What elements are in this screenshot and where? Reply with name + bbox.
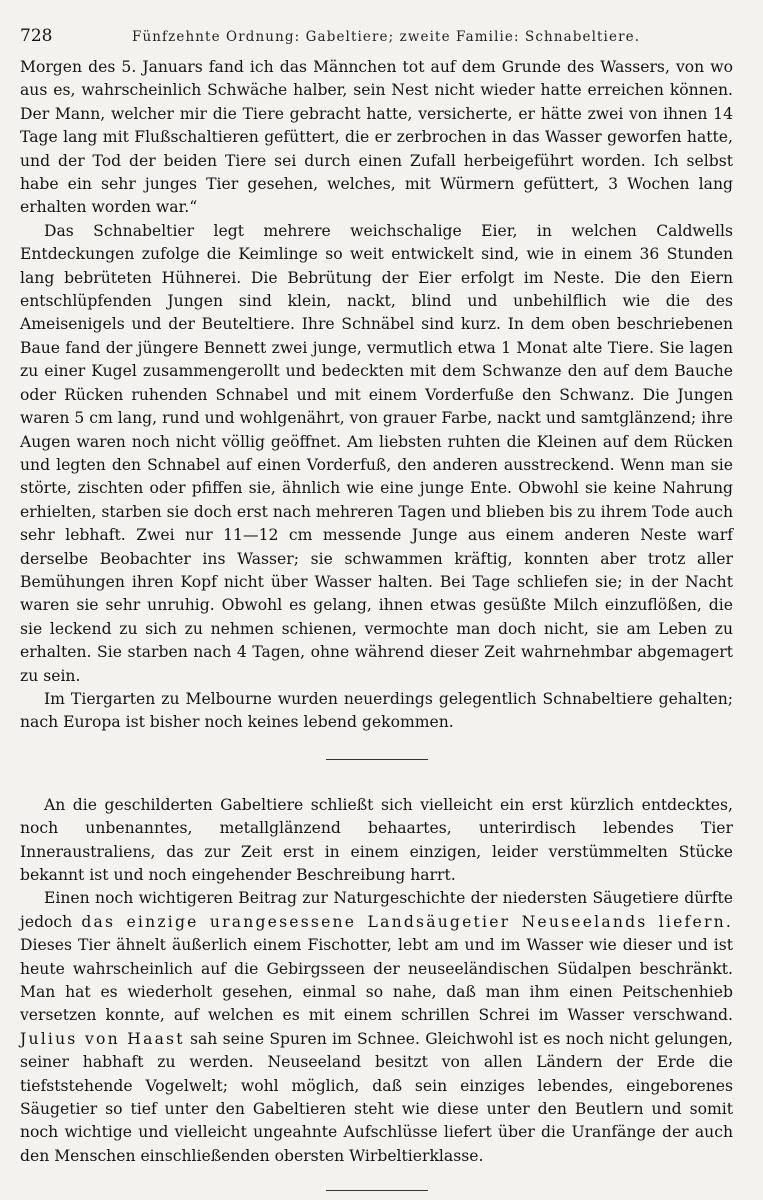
running-head xyxy=(20,26,733,56)
text-segment: Dieses Tier ähnelt äußerlich einem Fischotter, lebt am und im Wasser wie dieser und ist heute wahrscheinlich auf die Gebirgsseen der neuseeländischen Südalpen beschränkt. Man hat es wiederholt gesehen, einmal so nahe, daß man ihm einen Peitschenhieb versetzen konnte, auf welchen es mit einem schrillen Schrei im Wasser verschwand. xyxy=(20,936,733,1025)
emphasized-name: Julius von Haast xyxy=(20,1029,185,1048)
section-divider xyxy=(326,759,428,760)
paragraph-new-zealand xyxy=(20,887,733,1168)
paragraph-melbourne: Im Tiergarten zu Melbourne wurden neuerdings gelegentlich Schnabeltiere gehalten; nach Europa ist bisher noch keines lebend gekommen. xyxy=(20,689,733,732)
paragraph-eggs-and-young: Das Schnabeltier legt mehrere weichschalige Eier, in welchen Caldwells Entdeckungen zufolge die Keimlinge so weit entwickelt sind, wie in einem 36 Stunden lang bebrüteten Hühnerei. Die Bebrütung der Eier erfolgt im Neste. Die den Eiern entschlüpfenden Jungen sind klein, nackt, blind und unbehilflich wie die des Ameisenigels und der Beuteltiere. Ihre Schnäbel sind kurz. In dem oben beschriebenen Baue fand der jüngere Bennett zwei junge, vermutlich etwa 1 Monat alte Tiere. Sie lagen zu einer Kugel zusammengerollt und bedeckten mit dem Schwanze den auf dem Bauche oder Rücken ruhenden Schnabel und mit einem Vorderfuße den Schwanz. Die Jungen waren 5 cm lang, rund und wohlgenährt, von grauer Farbe, nackt und samtglänzend; ihre Augen waren noch nicht völlig geöffnet. Am liebsten ruhten die Kleinen auf dem Rücken und legten den Schnabel auf einen Vorderfuß, den anderen ausstreckend. Wenn man sie störte, zischten oder pfiffen sie, ähnlich wie eine junge Ente. Obwohl sie keine Nahrung erhielten, starben sie doch erst nach mehreren Tagen und blieben bis zu ihrem Tode auch sehr lebhaft. Zwei nur 11—12 cm messende Junge aus einem anderen Neste warf derselbe Beobachter ins Wasser; sie schwammen kräftig, konnten aber trotz aller Bemühungen ihren Kopf nicht über Wasser halten. Bei Tage schliefen sie; in der Nacht waren sie sehr unruhig. Obwohl es gelang, ihnen etwas gesüßte Milch einzuflößen, die sie leckend zu sich zu nehmen schienen, vermochte man doch nicht, sie am Leben zu erhalten. Sie starben nach 4 Tagen, ohne während dieser Zeit wahrnehmbar abgemagert zu sein. xyxy=(20,221,733,685)
text-segment: sah seine Spuren im Schnee. Gleichwohl ist es noch nicht gelungen, seiner habhaft zu werden. Neuseeland besitzt von allen Ländern der Erde die tiefststehende Vogelwelt; wohl möglich, daß sein einziges lebendes, eingeborenes Säugetier so tief unter den Gabeltieren steht wie diese unter den Beutlern und somit noch wichtige und vielleicht ungeahnte Aufschlüsse liefert über die Uranfänge der auch den Menschen einschließenden obersten Wirbeltierklasse. xyxy=(20,1029,733,1165)
paragraph-inner-australia: An die geschilderten Gabeltiere schließt sich vielleicht ein erst kürzlich entdecktes, noch unbenanntes, metallglänzend behaartes, unterirdisch lebendes Tier Inneraustraliens, das zur Zeit erst in einem einzigen, leider verstümmelten Stücke bekannt ist und noch eingehender Beschreibung harrt. xyxy=(20,795,733,884)
page-number: 728 xyxy=(20,26,53,46)
text-segment: Einen noch wichtigeren Beitrag zur Naturgeschichte der niedersten Säugetiere dürfte jedoch xyxy=(20,889,733,931)
running-head-title: Fünfzehnte Ordnung: Gabeltiere; zweite Familie: Schnabeltiere. xyxy=(132,29,641,45)
body-text xyxy=(20,56,733,1191)
emphasized-text: das einzige urangesessene Landsäugetier Neuseelands liefern. xyxy=(81,912,734,931)
paragraph-continued: Morgen des 5. Januars fand ich das Männchen tot auf dem Grunde des Wassers, von wo aus es, wahrscheinlich Schwäche halber, sein Nest nicht wieder hatte erreichen können. Der Mann, welcher mir die Tiere gebracht hatte, versicherte, er hätte zwei von ihnen 14 Tage lang mit Flußschaltieren gefüttert, die er zerbrochen in das Wasser geworfen hatte, und der Tod der beiden Tiere sei durch einen Zufall herbeigeführt worden. Ich selbst habe ein sehr junges Tier gesehen, welches, mit Würmern gefüttert, 3 Wochen lang erhalten worden war.“ xyxy=(20,58,733,217)
end-divider xyxy=(326,1190,428,1191)
